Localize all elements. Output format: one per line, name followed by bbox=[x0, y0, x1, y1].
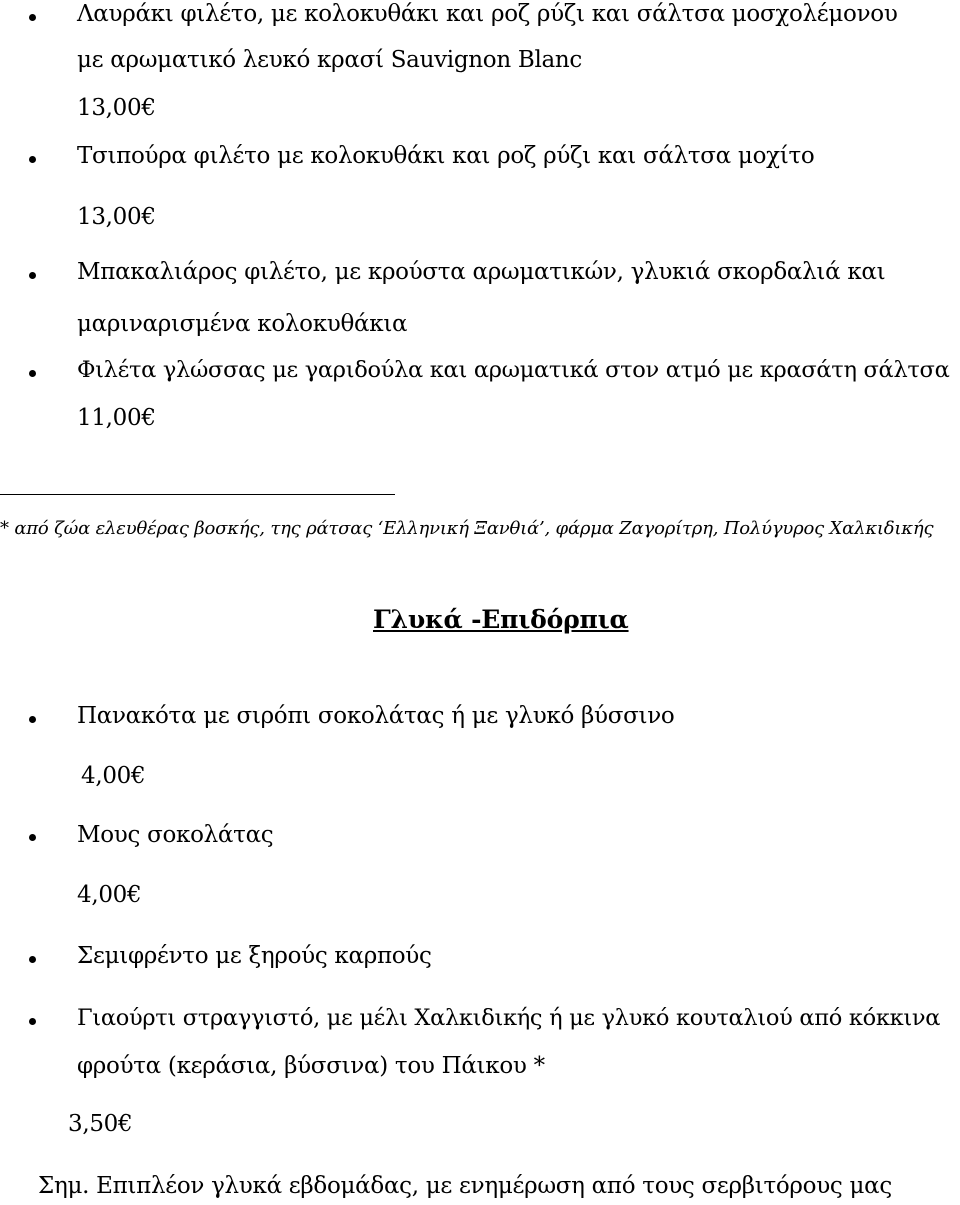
menu-item-name-cont: μαριναρισμένα κολοκυθάκια bbox=[77, 311, 408, 337]
bullet-icon bbox=[29, 14, 36, 21]
dessert-item-name: Μους σοκολάτας bbox=[77, 822, 274, 848]
footnote: * από ζώα ελευθέρας βοσκής, της ράτσας ‘Ελληνική Ξανθιά’, φάρμα Ζαγορίτρη, Πολύγυρος Χαλκιδικής bbox=[0, 518, 934, 539]
menu-item-price: 11,00€ bbox=[77, 405, 156, 431]
menu-item-name: Τσιπούρα φιλέτο με κολοκυθάκι και ροζ ρύζι και σάλτσα μοχίτο bbox=[77, 143, 815, 169]
dessert-item-name: Σεμιφρέντο με ξηρούς καρπούς bbox=[77, 943, 432, 969]
menu-note: Σημ. Επιπλέον γλυκά εβδομάδας, με ενημέρωση από τους σερβιτόρους μας bbox=[38, 1173, 892, 1199]
section-heading: Γλυκά -Επιδόρπια bbox=[373, 605, 629, 634]
dessert-item-price: 4,00€ bbox=[81, 763, 146, 789]
dessert-item-name-cont: φρούτα (κεράσια, βύσσινα) του Πάικου * bbox=[77, 1053, 545, 1079]
bullet-icon bbox=[29, 156, 36, 163]
dessert-item-price: 4,00€ bbox=[77, 882, 142, 908]
bullet-icon bbox=[29, 370, 36, 377]
menu-item-name: Λαυράκι φιλέτο, με κολοκυθάκι και ροζ ρύζι και σάλτσα μοσχολέμονου bbox=[77, 1, 898, 27]
dessert-item-name: Πανακότα με σιρόπι σοκολάτας ή με γλυκό βύσσινο bbox=[77, 703, 675, 729]
menu-item-name: Φιλέτα γλώσσας με γαριδούλα και αρωματικά στον ατμό με κρασάτη σάλτσα bbox=[77, 357, 950, 383]
menu-item-price: 13,00€ bbox=[77, 95, 156, 121]
dessert-item-price: 3,50€ bbox=[68, 1111, 133, 1137]
menu-item-price: 13,00€ bbox=[77, 204, 156, 230]
bullet-icon bbox=[29, 956, 36, 963]
menu-item-name-cont: με αρωματικό λευκό κρασί Sauvignon Blanc bbox=[77, 47, 583, 73]
menu-item-name: Μπακαλιάρος φιλέτο, με κρούστα αρωματικών, γλυκιά σκορδαλιά και bbox=[77, 259, 886, 285]
dessert-item-name: Γιαούρτι στραγγιστό, με μέλι Χαλκιδικής ή με γλυκό κουταλιού από κόκκινα bbox=[77, 1005, 941, 1031]
bullet-icon bbox=[29, 834, 36, 841]
bullet-icon bbox=[29, 272, 36, 279]
bullet-icon bbox=[29, 1018, 36, 1025]
footnote-divider bbox=[0, 494, 395, 495]
bullet-icon bbox=[29, 716, 36, 723]
